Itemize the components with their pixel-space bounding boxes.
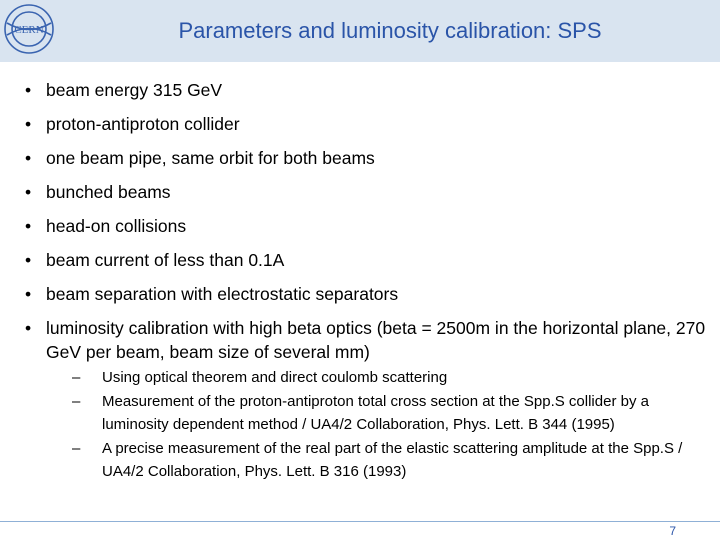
bullet-symbol: • xyxy=(25,250,32,270)
footer-divider xyxy=(0,521,720,522)
bullet-text: luminosity calibration with high beta optics (beta = 2500m in the horizontal plane, 270 GeV per beam, beam size of several mm) xyxy=(46,318,706,362)
bullet-text: beam separation with electrostatic separators xyxy=(46,284,399,304)
page-number: 7 xyxy=(669,524,676,538)
subbullet-text: Measurement of the proton-antiproton total cross section at the Spp.S collider by a luminosity dependent method / UA4/2 Collaboration, Phys. Lett. B 344 (1995) xyxy=(102,392,649,433)
cern-logo xyxy=(2,2,57,57)
bullet-symbol: • xyxy=(25,148,32,168)
bullet-symbol: • xyxy=(25,318,32,338)
subbullet-item xyxy=(25,390,710,437)
bullet-item xyxy=(25,78,710,102)
bullet-text: beam energy 315 GeV xyxy=(46,80,223,100)
dash-symbol: – xyxy=(72,392,81,410)
bullet-text: beam current of less than 0.1A xyxy=(46,250,285,270)
bullet-text: proton-antiproton collider xyxy=(46,114,240,134)
bullet-item xyxy=(25,214,710,238)
bullet-symbol: • xyxy=(25,182,32,202)
bullet-item xyxy=(25,316,710,364)
subbullet-text: A precise measurement of the real part of the elastic scattering amplitude at the Spp.S / UA4/2 Collaboration, Phys. Lett. B 316 (1993) xyxy=(102,439,683,480)
dash-symbol: – xyxy=(72,369,81,386)
subbullet-text: Using optical theorem and direct coulomb scattering xyxy=(102,369,448,386)
bullet-symbol: • xyxy=(25,284,32,304)
dash-symbol: – xyxy=(72,439,81,457)
bullet-text: one beam pipe, same orbit for both beams xyxy=(46,148,375,168)
bullet-item xyxy=(25,112,710,136)
subbullet-item xyxy=(25,437,710,484)
bullet-text: bunched beams xyxy=(46,182,171,202)
svg-text:CERN: CERN xyxy=(14,24,44,36)
bullet-item xyxy=(25,282,710,306)
bullet-symbol: • xyxy=(25,114,32,134)
bullet-item xyxy=(25,248,710,272)
slide-header xyxy=(0,0,720,62)
bullet-text: head-on collisions xyxy=(46,216,187,236)
bullet-symbol: • xyxy=(25,216,32,236)
slide-title: Parameters and luminosity calibration: SPS xyxy=(178,18,602,43)
subbullet-list xyxy=(25,366,710,484)
bullet-item xyxy=(25,146,710,170)
subbullet-item xyxy=(25,366,710,390)
slide-body xyxy=(25,78,710,484)
bullet-symbol: • xyxy=(25,80,32,100)
bullet-item xyxy=(25,180,710,204)
